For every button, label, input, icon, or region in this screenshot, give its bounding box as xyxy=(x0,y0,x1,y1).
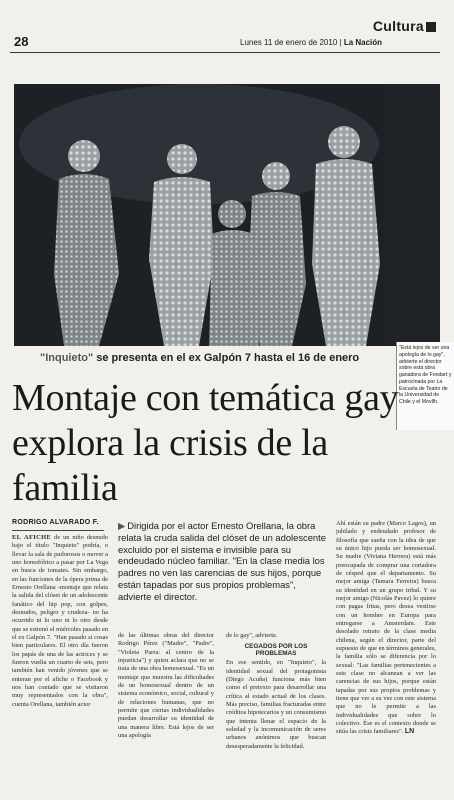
issue-date: Lunes 11 de enero de 2010 xyxy=(240,38,338,47)
column-4-text: Ahí están su padre (Marco Lagos), un jubilado y endeudado profesor de filosofía que sueña con la idea de que su único hijo pueda ser homosexual. Su madre (Viviana Herrera) está más preocupada de comprar una cortadora de césped que el departamento. Su mejor amiga (Tamara Ferreira) busca su identidad en un grupo tribal. Y su mejor amigo (Nicolás Pavez) lo quiere con pagas fritas, pero desea vestirse con un hombre en Europa para entregarse a Amsterdam. Este desolado retrato de la clase media chilena, según el director, parte del supuesto de que en términos generales, la familia sólo se diferencia por lo sexual: "Las familias pertenecientes a este clase no alcanzan a ver las carencias de sus hijos, porque están tapadas por sus propios problemas y tiene que ver a su vez con este sistema que no le permite a las individualidades que sobre lo colectivo. Ése es el contexto donde se sitúa las crisis familiares". xyxy=(336,520,436,736)
column-1-text: de un niño desnudo bajo el título "Inquieto" podría, o llevar la sala de pudorosos o mover a uno homofóbico a pasar por La Vega en busca de tomates. Sin embargo, en las funciones de la ópera prima de Ernesto Orellana -montaje que relata la salida del clóset de un adolescente fanático del hip pop, con golpes, desnudos, peligro y crudeza- no ha ocurrido ni lo uno ni lo otro desde que se estrenó el miércoles pasado en el ex Galpón 7. "Han pasado si cosas bien particulares. El otro día fueron los papás de una de las actrices y se fueron vuelta un cuarto de seis, pero también han venido jóvenes que se enteran por el afiche o Facebook y nos han contado que se visitaron muy representados con la obra", cuenta Orellana, también actor xyxy=(12,534,108,708)
kicker-text: se presenta en el ex Galpón 7 hasta el 16 de enero xyxy=(93,352,360,364)
body-column-4 xyxy=(336,520,436,788)
lead-in: EL AFICHE xyxy=(12,534,52,541)
column-3-text-b: En ese sentido, en "Inquieto", la identidad sexual del protagonista (Diego Acuña) funciona más bien como el pretexto para desarrollar una crítica al estado actual de los clases. Más preciso, familias fracturadas entre créditos hipotecarios y un consumismo que intenta llenar el espacio de la soledad y la incomunicación de seres urbanos anónimos que buscan desesperadamente la felicidad. xyxy=(226,659,326,750)
deck xyxy=(118,520,330,602)
actors-illustration xyxy=(14,84,384,346)
section-square-icon xyxy=(426,22,436,32)
signature: LN xyxy=(404,728,415,736)
kicker-title: "Inquieto" xyxy=(40,352,94,364)
headline: Montaje con temática gay explora la crisis de la familia xyxy=(12,377,399,509)
section-title xyxy=(373,18,436,34)
column-3-text-a: de lo gay", advierte. xyxy=(226,632,278,639)
byline: RODRIGO ALVARADO F. xyxy=(12,519,99,526)
triangle-bullet-icon: ▶ xyxy=(118,520,126,531)
section-label: Cultura xyxy=(372,18,424,34)
newspaper-name: La Nación xyxy=(343,38,383,47)
photo-caption: "Está lejos de ser una apología de lo gay", advierte el director sobre esta obra ganadora de Fondart y patrocinada por La Escuela de Teatro de la Universidad de Chile y el MovIlh. xyxy=(396,342,454,430)
byline-rule xyxy=(12,530,104,531)
date-line xyxy=(240,38,382,47)
body-column-1 xyxy=(12,534,108,788)
body-column-2 xyxy=(118,632,214,788)
body-column-3 xyxy=(226,632,326,788)
header-rule xyxy=(10,52,440,53)
page-number: 28 xyxy=(14,34,29,49)
deck-text: Dirigida por el actor Ernesto Orellana, la obra relata la cruda salida del clóset de un adolescente excluido por el sistema e invisible para su endeudado núcleo familiar. "En la clase media los padres no ven las carencias de sus hijos, porque están tapadas por sus propios problemas", advierte el director. xyxy=(118,520,326,602)
subheading: CEGADOS POR LOS PROBLEMAS xyxy=(244,643,308,658)
column-2-text: de las últimas obras del director Rodrigo Pérez ("Madre", "Padre", "Violeta Parra: al centro de la injusticia") y quien aclara que no se trata de una obra homosexual. "Es un montaje que muestra las dificultades de un homosexual dentro de un sistema económico, social, cultural y de relaciones humanas, que no permite que ciertas individualidades puedan desarrollar su identidad de una manera libre. Está lejos de ser una apología xyxy=(118,632,214,739)
date-separator: | xyxy=(337,38,344,47)
kicker xyxy=(40,352,359,364)
